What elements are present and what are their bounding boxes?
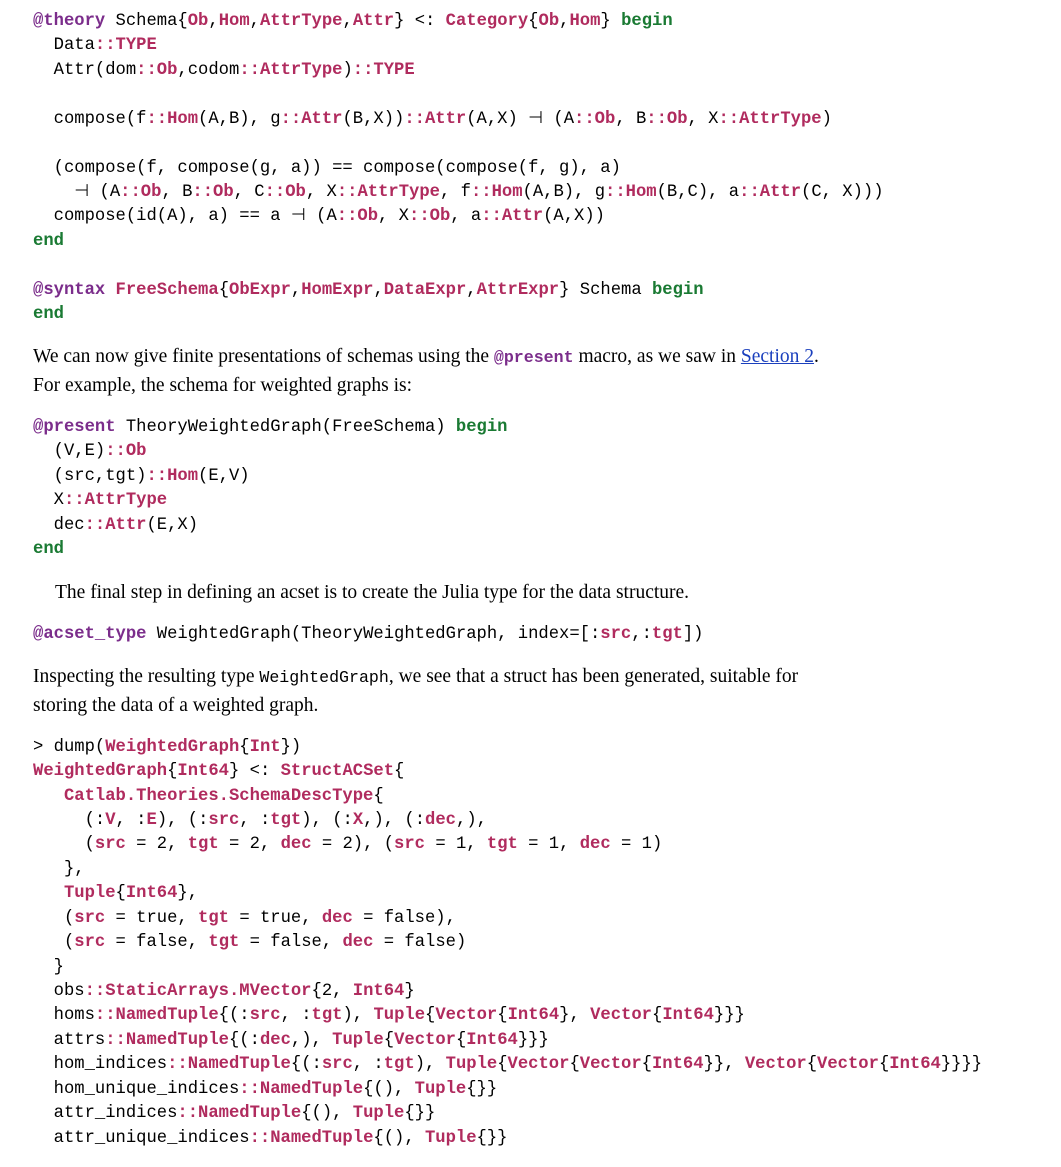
text-run: { [383, 1030, 395, 1050]
text-run: Tuple [332, 1030, 384, 1050]
text-run: { [218, 280, 230, 300]
text-run: ::Ob [264, 182, 306, 202]
text-run: (A,B), g [522, 182, 606, 202]
text-run: = false, [105, 933, 209, 953]
text-run: ::Ob [646, 109, 688, 129]
block-spacer [0, 607, 1061, 623]
text-run: (A,X)) [543, 207, 605, 227]
code-block [33, 623, 1061, 647]
text-run: ::NamedTuple [249, 1128, 374, 1148]
block-spacer [0, 647, 1061, 663]
text-run: attrs [33, 1030, 106, 1050]
text-run: ( [33, 835, 95, 855]
text-run: { [806, 1055, 818, 1075]
text-run: dec [259, 1030, 291, 1050]
text-run: , f [439, 182, 471, 202]
text-run: }, [33, 859, 85, 879]
text-run: } [404, 981, 415, 1001]
text-run: X [33, 491, 64, 511]
text-run: (V,E) [33, 442, 106, 462]
text-run: (B,C), a [656, 182, 740, 202]
code-line [33, 956, 1061, 980]
text-run: ::NamedTuple [177, 1104, 302, 1124]
text-run: Attr [352, 12, 395, 31]
text-run: { [878, 1055, 890, 1075]
text-run: {}} [466, 1079, 498, 1099]
text-run: ::Attr [481, 207, 544, 227]
code-line [33, 230, 1061, 254]
text-run: WeightedGraph [33, 762, 168, 782]
text-run: dec [579, 835, 611, 855]
text-run: = false), [352, 908, 456, 928]
text-run: ::Attr [280, 109, 343, 129]
text-run: ::Hom [470, 182, 523, 202]
text-run: dec [425, 811, 456, 831]
text-run: {}} [404, 1104, 436, 1124]
text-run: . [814, 346, 819, 368]
text-run: Ob [538, 12, 560, 31]
text-run: , B [615, 109, 647, 129]
text-run: Vector [394, 1030, 456, 1050]
text-run: ::TYPE [352, 60, 415, 80]
text-run: Tuple [373, 1006, 426, 1026]
text-run: FreeSchema [115, 280, 219, 300]
paragraph [33, 663, 1023, 720]
text-run: ::AttrType [239, 60, 343, 80]
text-run: } <: [394, 12, 446, 31]
text-run: Schema{ [105, 12, 188, 31]
text-run: ::TYPE [94, 36, 157, 56]
text-run: Hom [218, 12, 250, 31]
text-run: Vector [579, 1055, 642, 1075]
text-run: WeightedGraph [105, 737, 240, 757]
text-run: Int64 [177, 762, 229, 782]
text-run: Attr(dom [33, 60, 137, 80]
text-run: Catlab.Theories.SchemaDescType [33, 786, 374, 806]
text-run: {(), [363, 1079, 415, 1099]
block-spacer [0, 400, 1061, 416]
text-run: , [249, 12, 260, 31]
text-run: AttrExpr [476, 280, 560, 300]
text-run: storing the data of a weighted graph. [33, 694, 319, 716]
text-run: ::Ob [120, 182, 162, 202]
text-run: tgt [198, 908, 229, 928]
text-run: ::NamedTuple [239, 1079, 364, 1099]
text-run: } Schema [559, 280, 652, 300]
text-run: , X [378, 207, 409, 227]
text-run: ::Attr [84, 515, 147, 535]
code-line [33, 279, 1061, 303]
text-run: (E,V) [198, 466, 250, 486]
text-run: ::Hom [605, 182, 657, 202]
text-run: ) [821, 109, 832, 129]
text-run: tgt [651, 624, 683, 644]
text-run: src [600, 624, 632, 644]
text-run: attr_indices [33, 1104, 178, 1124]
text-run: ::Ob [409, 207, 451, 227]
text-run: Int64 [352, 981, 405, 1001]
text-run: obs [33, 981, 85, 1001]
code-line [33, 736, 1061, 760]
text-run: ::Ob [336, 207, 379, 227]
text-run: AttrType [259, 12, 343, 31]
text-run: }}}} [940, 1055, 983, 1075]
text-run: end [33, 231, 64, 251]
text-run: (B,X)) [342, 109, 405, 129]
text-run: (E,X) [146, 515, 199, 535]
text-run: compose(id(A), a) == a ⊣ (A [33, 207, 337, 227]
text-run: tgt [208, 933, 240, 953]
text-run: ::Ob [192, 182, 234, 202]
text-run: = 1, [425, 835, 487, 855]
text-run: Int [249, 737, 281, 757]
code-line [33, 907, 1061, 931]
text-run: src [321, 1055, 353, 1075]
text-run: , [342, 12, 353, 31]
code-line [33, 489, 1061, 513]
text-run: @present [493, 348, 574, 368]
text-run: , : [352, 1055, 384, 1075]
text-run: , [208, 12, 219, 31]
code-line [33, 809, 1061, 833]
text-run: , : [115, 811, 147, 831]
text-run: ::AttrType [718, 109, 822, 129]
text-run: tgt [383, 1055, 415, 1075]
text-run: dec [33, 515, 85, 535]
code-line [33, 623, 1061, 647]
text-run: = true, [229, 908, 322, 928]
text-run: @present [33, 418, 116, 438]
text-run: dec [321, 908, 353, 928]
text-run: WeightedGraph [259, 668, 389, 688]
code-line [33, 1078, 1061, 1102]
text-run: Tuple [424, 1128, 477, 1148]
text-run: ::StaticArrays.MVector [84, 981, 312, 1001]
text-run: Vector [590, 1006, 652, 1026]
text-run: { [497, 1055, 508, 1075]
text-run[interactable]: Section 2 [740, 346, 815, 368]
text-run: }}} [517, 1030, 549, 1050]
text-run: { [373, 786, 384, 806]
text-run: { [115, 884, 126, 904]
code-line [33, 83, 1061, 107]
text-run: {}} [476, 1128, 508, 1148]
text-run: tgt [187, 835, 219, 855]
text-run: Vector [507, 1055, 570, 1075]
text-run: compose(f [33, 109, 147, 129]
text-run: begin [651, 280, 704, 300]
text-run: , [559, 12, 570, 31]
text-run: Tuple [445, 1055, 498, 1075]
text-run: }}, [703, 1055, 745, 1075]
text-run: { [167, 762, 178, 782]
text-run: src [394, 835, 425, 855]
text-run: For example, the schema for weighted graphs is: [33, 374, 413, 396]
text-run: Int64 [889, 1055, 941, 1075]
text-run: Hom [569, 12, 601, 31]
paragraph [33, 343, 1023, 400]
code-line [33, 10, 1061, 34]
text-run: ]) [682, 624, 704, 644]
text-run: HomExpr [301, 280, 374, 300]
text-run: hom_indices [33, 1055, 168, 1075]
text-run: begin [621, 12, 673, 31]
text-run: , [290, 280, 302, 300]
text-run: Inspecting the resulting type [33, 666, 260, 688]
code-line [33, 833, 1061, 857]
text-run: src [74, 908, 106, 928]
text-run: ::NamedTuple [105, 1030, 229, 1050]
text-run: Vector [435, 1006, 498, 1026]
text-run: ::NamedTuple [167, 1055, 291, 1075]
text-run: , we see that a struct has been generated, suitable for [388, 666, 799, 688]
document-body [0, 10, 1061, 1167]
code-line [33, 514, 1061, 538]
code-line [33, 931, 1061, 955]
text-run: end [33, 305, 64, 325]
code-line [33, 1029, 1061, 1053]
code-line [33, 254, 1061, 278]
text-run: ) [342, 60, 353, 80]
block-spacer [0, 720, 1061, 736]
text-run: {2, [311, 981, 353, 1001]
text-run: @theory [33, 12, 106, 31]
text-run: Tuple [414, 1079, 467, 1099]
text-run: {(: [218, 1006, 250, 1026]
text-run: homs [33, 1006, 95, 1026]
text-run: ::Attr [404, 109, 467, 129]
text-run: src [74, 933, 106, 953]
text-run: (A,B), g [198, 109, 281, 129]
text-run: (compose(f, compose(g, a)) == compose(compose(f, g), a) [33, 158, 621, 178]
code-line [33, 465, 1061, 489]
text-run: {(), [301, 1104, 353, 1124]
code-block [33, 416, 1061, 563]
text-run: , C [233, 182, 265, 202]
text-run: } [600, 12, 622, 31]
text-run: , B [161, 182, 193, 202]
code-line [33, 785, 1061, 809]
text-run: V [105, 811, 116, 831]
text-run: StructACSet [280, 762, 395, 782]
block-spacer [0, 327, 1061, 343]
text-run: tgt [311, 1006, 343, 1026]
text-run: Tuple [352, 1104, 405, 1124]
text-run: }, [177, 884, 199, 904]
text-run: ::Ob [105, 442, 147, 462]
text-run: {(: [228, 1030, 260, 1050]
text-run: , : [280, 1006, 312, 1026]
code-line [33, 59, 1061, 83]
text-run: hom_unique_indices [33, 1079, 240, 1099]
text-run: (A,X) ⊣ (A [466, 109, 575, 129]
code-line [33, 882, 1061, 906]
text-run: ), [342, 1006, 374, 1026]
text-run: Category [445, 12, 529, 31]
text-run: ::Hom [146, 466, 199, 486]
text-run: (src,tgt) [33, 466, 147, 486]
paragraph [33, 579, 1023, 607]
text-run: ), (: [301, 811, 353, 831]
text-run: { [641, 1055, 652, 1075]
text-run: = 2, [218, 835, 281, 855]
text-run: { [528, 12, 539, 31]
text-run: , [373, 280, 384, 300]
code-line [33, 132, 1061, 156]
text-run: = false) [373, 933, 467, 953]
code-block [33, 10, 1061, 327]
text-run: X [352, 811, 364, 831]
text-run: ::Ob [574, 109, 616, 129]
text-run: Vector [744, 1055, 807, 1075]
text-run: ::NamedTuple [94, 1006, 219, 1026]
code-line [33, 980, 1061, 1004]
text-run: tgt [486, 835, 518, 855]
text-run: Int64 [466, 1030, 518, 1050]
text-run: We can now give finite presentations of schemas using the [33, 346, 494, 368]
text-run: = 1, [517, 835, 580, 855]
text-run: ), [414, 1055, 446, 1075]
text-run: dec [280, 835, 312, 855]
block-spacer [0, 1151, 1061, 1167]
code-line [33, 34, 1061, 58]
text-run: ::Hom [146, 109, 199, 129]
text-run: ::Attr [739, 182, 802, 202]
text-run: = 1) [610, 835, 663, 855]
text-run: src [208, 811, 240, 831]
text-run: = false, [239, 933, 343, 953]
code-line [33, 1102, 1061, 1126]
code-line [33, 416, 1061, 440]
text-run: { [425, 1006, 436, 1026]
code-line [33, 858, 1061, 882]
text-run: end [33, 540, 64, 560]
text-run: }) [280, 737, 302, 757]
code-line [33, 1127, 1061, 1151]
text-run: ( [33, 908, 75, 928]
text-run: ObExpr [229, 280, 291, 300]
code-line [33, 205, 1061, 229]
text-run: , a [450, 207, 482, 227]
text-run: Int64 [651, 1055, 704, 1075]
code-line [33, 1053, 1061, 1077]
text-run: Data [33, 36, 95, 56]
text-run: }, [559, 1006, 591, 1026]
text-run: (C, X))) [801, 182, 884, 202]
text-run: { [455, 1030, 467, 1050]
code-line [33, 440, 1061, 464]
text-run: {(: [290, 1055, 322, 1075]
text-run: = 2), ( [311, 835, 395, 855]
text-run: ,: [631, 624, 652, 644]
text-run: Vector [817, 1055, 879, 1075]
code-line [33, 108, 1061, 132]
text-run: ), (: [156, 811, 209, 831]
text-run: ,), [290, 1030, 333, 1050]
text-run: , [466, 280, 477, 300]
text-run: tgt [270, 811, 302, 831]
text-run: ::AttrType [63, 491, 168, 511]
text-run: E [146, 811, 157, 831]
text-run: Ob [187, 12, 209, 31]
text-run: src [94, 835, 126, 855]
text-run: @acset_type [33, 624, 147, 644]
text-run [105, 281, 115, 300]
text-run: ⊣ (A [33, 182, 121, 202]
code-line [33, 760, 1061, 784]
text-run: Tuple [33, 884, 116, 904]
text-run: ,), [456, 811, 487, 831]
text-run: , : [239, 811, 271, 831]
code-line [33, 181, 1061, 205]
text-run: ::Ob [136, 60, 178, 80]
text-run: = true, [105, 908, 199, 928]
text-run: ( [33, 933, 75, 953]
text-run: ,codom [177, 60, 240, 80]
text-run: , X [687, 109, 719, 129]
text-run: WeightedGraph(TheoryWeightedGraph, index=[: [146, 624, 601, 644]
code-line [33, 157, 1061, 181]
text-run: } <: [229, 762, 281, 782]
text-run: { [239, 737, 250, 757]
text-run: dec [342, 933, 374, 953]
text-run: } [33, 957, 64, 977]
block-spacer [0, 563, 1061, 579]
code-line [33, 538, 1061, 562]
code-line [33, 1004, 1061, 1028]
text-run: src [249, 1006, 281, 1026]
text-run: begin [455, 418, 508, 438]
text-run: {(), [373, 1128, 425, 1148]
text-run: @syntax [33, 280, 106, 300]
text-run: DataExpr [383, 280, 467, 300]
text-run: (: [33, 811, 106, 831]
code-block [33, 736, 1061, 1151]
text-run: ,), (: [363, 811, 426, 831]
text-run: Int64 [125, 884, 178, 904]
text-run: = 2, [125, 835, 188, 855]
text-run: ::AttrType [336, 182, 440, 202]
text-run: , X [305, 182, 337, 202]
code-line [33, 303, 1061, 327]
text-run: The final step in defining an acset is to create the Julia type for the data structure. [55, 581, 690, 603]
text-run: attr_unique_indices [33, 1128, 250, 1148]
text-run: > dump( [33, 737, 106, 757]
text-run: macro, as we saw in [573, 346, 741, 368]
text-run: Int64 [662, 1006, 714, 1026]
text-run: TheoryWeightedGraph(FreeSchema) [115, 418, 456, 438]
text-run: { [651, 1006, 663, 1026]
text-run: { [569, 1055, 580, 1075]
text-run: { [394, 762, 405, 782]
text-run: { [497, 1006, 508, 1026]
text-run: }}} [713, 1006, 745, 1026]
text-run: Int64 [507, 1006, 560, 1026]
